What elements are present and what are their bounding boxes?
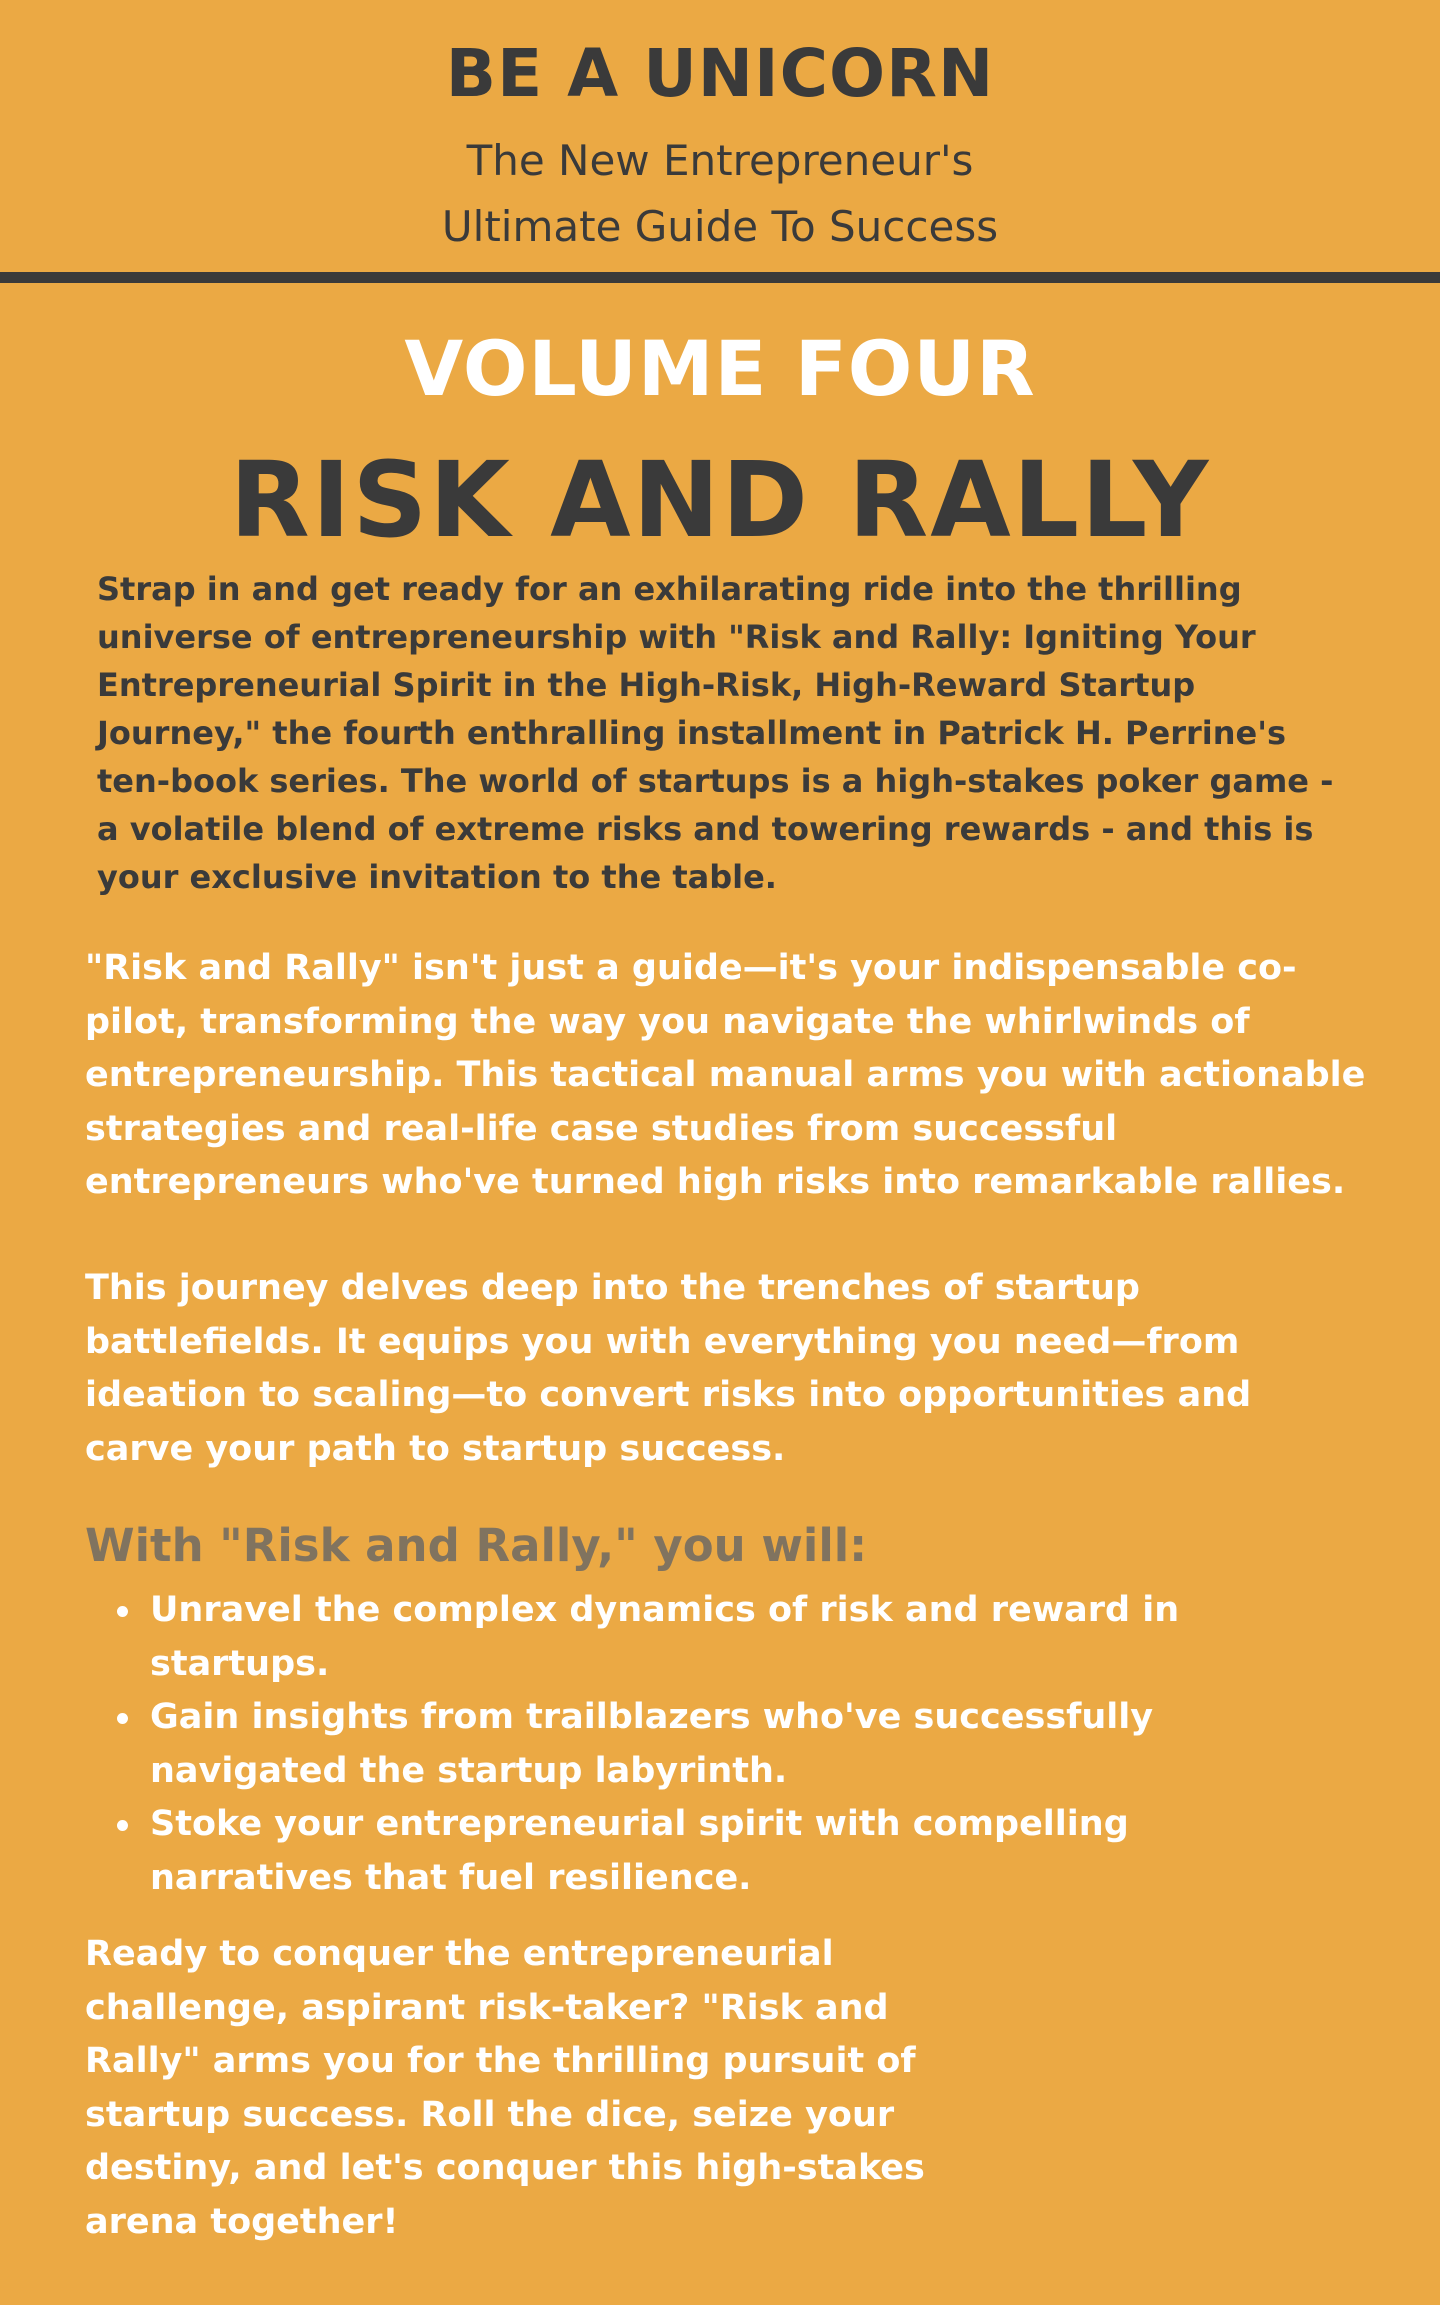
bullet-icon <box>117 1606 128 1617</box>
series-subtitle <box>0 128 1440 260</box>
benefit-item <box>85 1691 1305 1798</box>
benefit-item <box>85 1584 1305 1691</box>
benefit-text: Unravel the complex dynamics of risk and reward in startups. <box>150 1590 1180 1684</box>
bullet-icon <box>117 1713 128 1724</box>
benefits-heading: With "Risk and Rally," you will: <box>85 1519 868 1572</box>
benefit-text: Stoke your entrepreneurial spirit with compelling narratives that fuel resilience. <box>150 1804 1129 1898</box>
series-subtitle-line-2: Ultimate Guide To Success <box>441 202 999 251</box>
book-title: RISK AND RALLY <box>229 439 1211 561</box>
description-paragraph-2: This journey delves deep into the trenches of startup battlefields. It equips you with everything you need—from ideation to scaling—to convert risks into opportunities and carve your path to startup success. <box>85 1268 1252 1469</box>
bullet-icon <box>117 1820 128 1831</box>
volume-label: VOLUME FOUR <box>404 324 1036 413</box>
series-header <box>0 0 1440 272</box>
series-title: BE A UNICORN <box>445 35 995 112</box>
benefit-text: Gain insights from trailblazers who've successfully navigated the startup labyrinth. <box>150 1697 1154 1791</box>
benefit-item <box>85 1798 1305 1905</box>
closing-paragraph: Ready to conquer the entrepreneurial challenge, aspirant risk-taker? "Risk and Rally" arms you for the thrilling pursuit of startup success. Roll the dice, seize your destiny, and let's conquer this high-stakes arena together! <box>85 1934 925 2242</box>
header-divider <box>0 272 1440 283</box>
description-paragraph-1: "Risk and Rally" isn't just a guide—it's your indispensable co-pilot, transforming the way you navigate the whirlwinds of entrepreneurship. This tactical manual arms you with actionable strategies and real-life case studies from successful entrepreneurs who've turned high risks into remarkable rallies. <box>85 948 1366 1202</box>
intro-paragraph: Strap in and get ready for an exhilarating ride into the thrilling universe of entrepreneurship with "Risk and Rally: Igniting Your Entrepreneurial Spirit in the High-Risk, High-Reward Startup Journey," the fourth enthralling installment in Patrick H. Perrine's ten-book series. The world of startups is a high-stakes poker game - a volatile blend of extreme risks and towering rewards - and this is your exclusive invitation to the table. <box>97 570 1334 896</box>
series-subtitle-line-1: The New Entrepreneur's <box>466 136 974 185</box>
benefits-list <box>85 1584 1305 1905</box>
